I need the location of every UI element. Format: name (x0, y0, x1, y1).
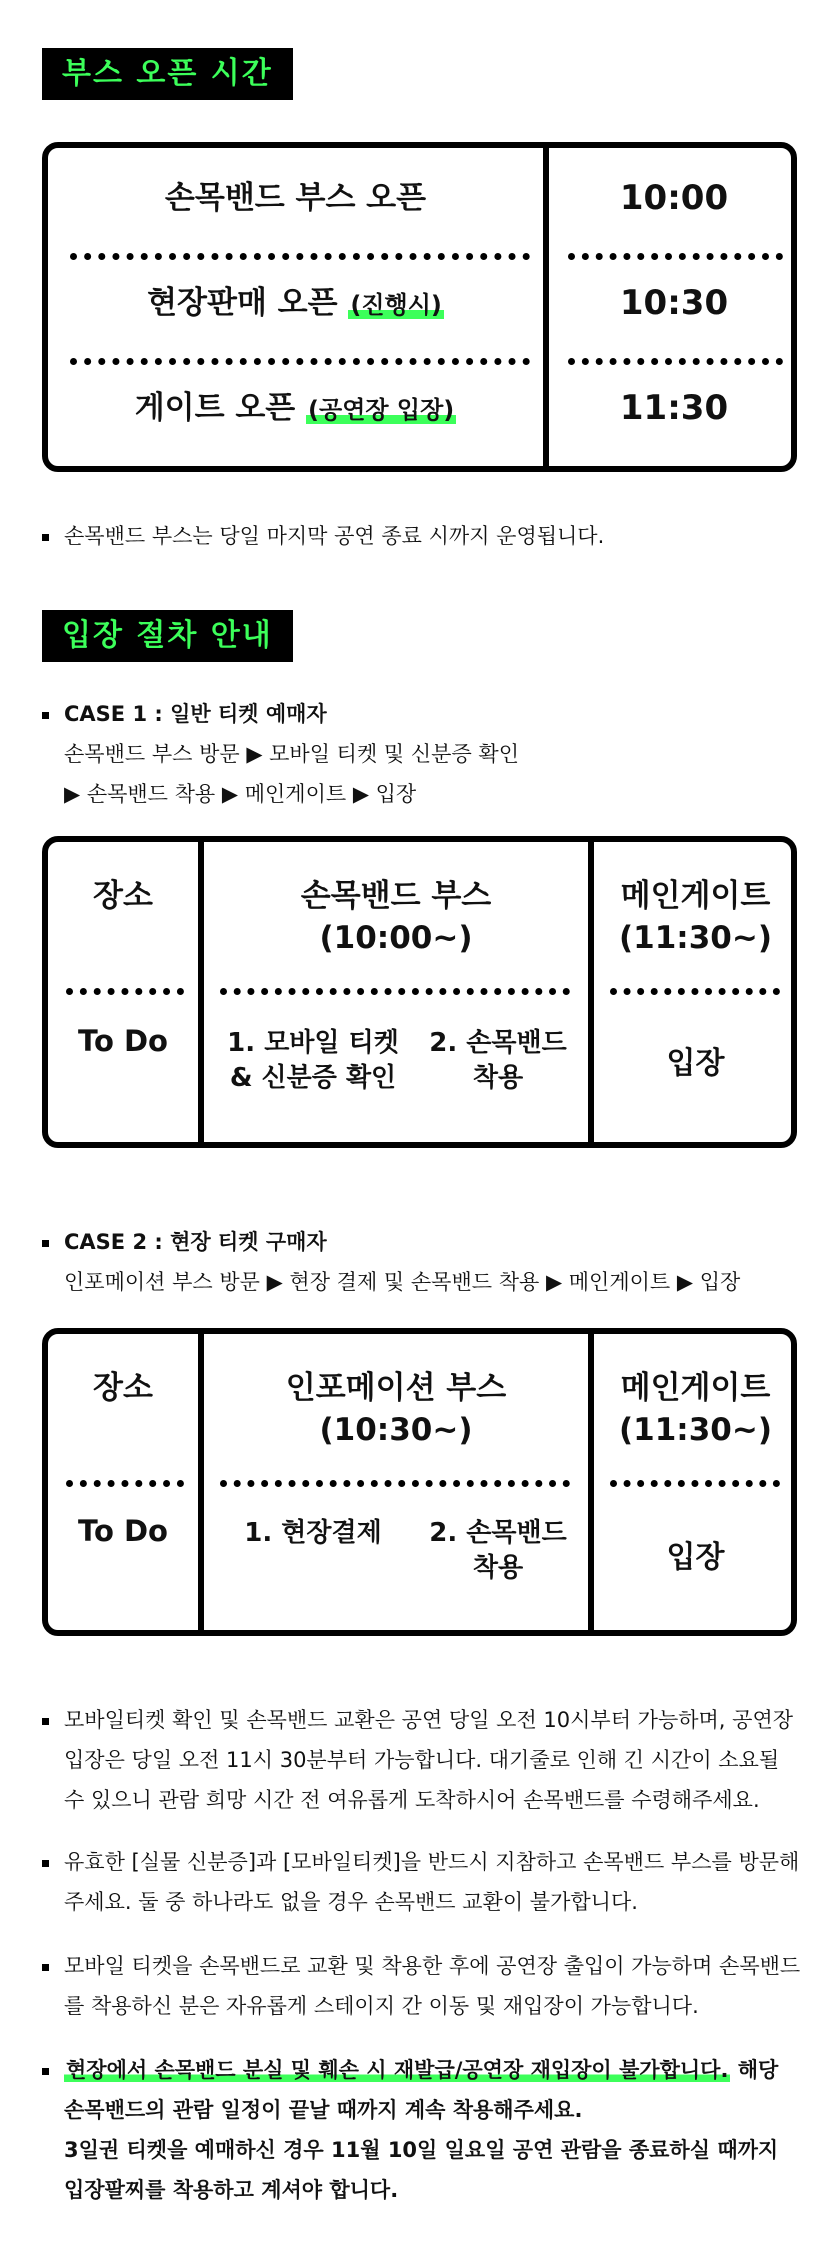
header-main-gate: 메인게이트 (11:30~) (619, 1370, 772, 1448)
row-divider (70, 358, 530, 365)
step-wear-wristband: 2. 손목밴드 착용 (429, 1518, 567, 1584)
row-divider (568, 358, 783, 365)
booth-hours-table (42, 142, 797, 472)
step-mobile-ticket-id: 1. 모바일 티켓 & 신분증 확인 (227, 1028, 399, 1094)
row-divider (220, 988, 570, 995)
header-place: 장소 (93, 878, 153, 914)
header-wristband-booth: 손목밴드 부스 (10:00~) (300, 878, 492, 956)
header-main-gate: 메인게이트 (11:30~) (619, 878, 772, 956)
list-item: 모바일 티켓을 손목밴드로 교환 및 착용한 후에 공연장 출입이 가능하며 손목밴드를 착용하신 분은 자유롭게 스테이지 간 이동 및 재입장이 가능합니다. (42, 1946, 802, 2026)
row-label-todo: To Do (78, 1024, 168, 1058)
case2-title: CASE 2 : 현장 티켓 구매자 (42, 1222, 802, 1262)
list-item: 유효한 [실물 신분증]과 [모바일티켓]을 반드시 지참하고 손목밴드 부스를 방문해주세요. 둘 중 하나라도 없을 경우 손목밴드 교환이 불가합니다. (42, 1842, 802, 1922)
section-tag-entry-procedure: 입장 절차 안내 (42, 610, 293, 662)
row-divider (568, 253, 783, 260)
row-label-gate-open: 게이트 오픈 (공연장 입장) (134, 390, 455, 426)
case1-title: CASE 1 : 일반 티켓 예매자 (42, 694, 802, 734)
step-onsite-payment: 1. 현장결제 (244, 1518, 382, 1548)
row-divider (610, 988, 780, 995)
step-wear-wristband: 2. 손목밴드 착용 (429, 1028, 567, 1094)
case1-flow-line2: ▶ 손목밴드 착용 ▶ 메인게이트 ▶ 입장 (64, 782, 417, 806)
case2-table (42, 1328, 797, 1636)
section-tag-booth-hours: 부스 오픈 시간 (42, 48, 293, 100)
row-time-gate-open: 11:30 (619, 388, 729, 428)
list-item: 손목밴드 부스는 당일 마지막 공연 종료 시까지 운영됩니다. (42, 516, 802, 556)
row-divider (66, 1480, 184, 1487)
row-note: (공연장 입장) (308, 396, 455, 424)
header-info-booth: 인포메이션 부스 (10:30~) (285, 1370, 507, 1448)
warning-highlight: 현장에서 손목밴드 분실 및 훼손 시 재발급/공연장 재입장이 불가합니다. (66, 2058, 729, 2082)
row-divider (70, 253, 530, 260)
case1-flow-line1: 손목밴드 부스 방문 ▶ 모바일 티켓 및 신분증 확인 (64, 742, 519, 766)
row-divider (610, 1480, 780, 1487)
header-place: 장소 (93, 1370, 153, 1406)
row-time-booth-open: 10:00 (619, 178, 729, 218)
step-enter: 입장 (666, 1540, 725, 1575)
row-divider (220, 1480, 570, 1487)
row-divider (66, 988, 184, 995)
warning-note: 현장에서 손목밴드 분실 및 훼손 시 재발급/공연장 재입장이 불가합니다. 해당 손목밴드의 관람 일정이 끝날 때까지 계속 착용해주세요. 3일권 티켓을 예매하신 경우 11월 10일 일요일 공연 관람을 종료하실 때까지 입장팔찌를 착용하고 계셔야 합니다. (42, 2050, 802, 2210)
row-label-onsite-sale: 현장판매 오픈 (진행시) (147, 285, 442, 321)
list-item: 모바일티켓 확인 및 손목밴드 교환은 공연 당일 오전 10시부터 가능하며, 공연장 입장은 당일 오전 11시 30분부터 가능합니다. 대기줄로 인해 긴 시간이 소요될 수 있으니 관람 희망 시간 전 여유롭게 도착하시어 손목밴드를 수령해주세요. (42, 1700, 802, 1820)
case1-table (42, 836, 797, 1148)
row-note: (진행시) (350, 291, 442, 319)
row-label-booth-open: 손목밴드 부스 오픈 (164, 180, 427, 216)
row-time-onsite-sale: 10:30 (619, 283, 729, 323)
row-label-todo: To Do (78, 1514, 168, 1548)
case2-flow-line1: 인포메이션 부스 방문 ▶ 현장 결제 및 손목밴드 착용 ▶ 메인게이트 ▶ 입장 (64, 1270, 741, 1294)
step-enter: 입장 (666, 1046, 725, 1081)
